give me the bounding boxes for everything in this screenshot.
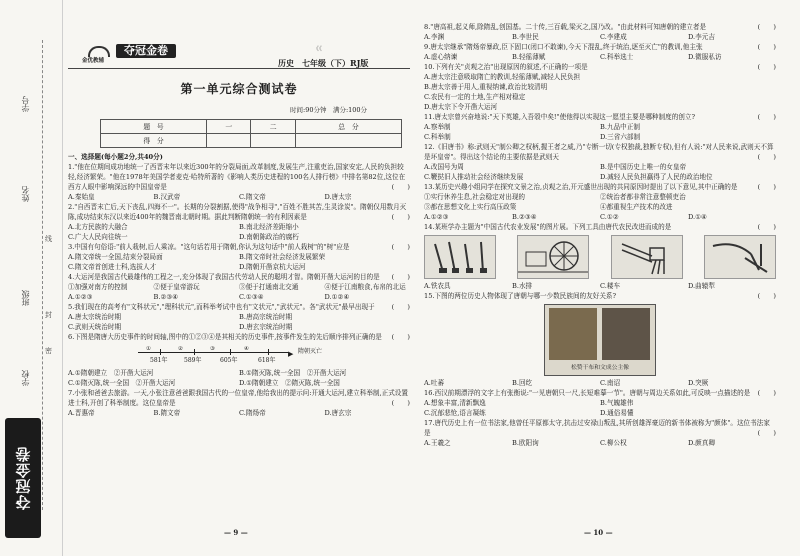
subject-label: 历史 七年级（下）RJ版 <box>278 58 369 68</box>
statement: ②统治者都非常注意整顿吏治 <box>600 193 686 201</box>
option[interactable]: C.①② <box>600 213 619 221</box>
curved-plow-image <box>704 235 776 279</box>
option[interactable]: A.北方民族的大融合 <box>68 223 128 231</box>
option[interactable]: B.李世民 <box>512 33 539 41</box>
option[interactable]: D.唐玄宗统治时期 <box>239 323 293 331</box>
question-3: 3.中国有句俗语:"前人栽树,后人乘凉。"这句话若用于隋朝,你认为这句话中"前人栽树"的"树"应是 ( ) A.隋文帝统一全国,结束分裂局面 B.隋文帝时社会经济发展繁荣 C.隋文帝首创进士科,选拔人才 D.隋朝开凿京杭大运河 <box>68 243 410 271</box>
option[interactable]: A.隋文帝统一全国,结束分裂局面 <box>68 253 163 261</box>
option[interactable]: B.回纥 <box>512 379 533 387</box>
seal-word-line: 线 <box>45 235 52 243</box>
option[interactable]: C.隋炀帝 <box>239 409 266 417</box>
question-13: 13.某历史兴趣小组同学在探究文景之治,贞观之治,开元盛世出现的共同原因时提出了以下意见,其中正确的是 ( ) ①实行休养生息,社会稳定对出现的 ②统治者都非常注意整顿吏治 ③都在思想文化上实行高压政策 ④都重视生产技术的改进 A.①②③ B.②③④ C.①② D.①④ <box>424 183 776 221</box>
option[interactable]: A.王羲之 <box>424 439 451 447</box>
option[interactable]: D.唐太宗 <box>324 193 352 201</box>
question-11: 11.唐太宗曾兴奋地说:"天下英雄,入吾彀中矣!"使他得以实现这一愿望主要是哪种制度的创立? ( ) A.察举制 B.九品中正制 C.科举制 D.三省六部制 <box>424 113 776 141</box>
question-10: 10.下列有关"贞观之治"出现原因的叙述,不正确的一项是 ( ) A.唐太宗注意吸取隋亡的教训,轻徭薄赋,减轻人民负担 B.唐太宗善于用人,重视纳谏,政治比较清明 C.农民有一定的土地,生产相对稳定 D.唐太宗下令开凿大运河 <box>424 63 776 111</box>
statement: ①实行休养生息,社会稳定对出现的 <box>424 193 526 201</box>
option[interactable]: B.汉武帝 <box>153 193 181 201</box>
option[interactable]: A.①②③ <box>68 293 93 301</box>
option[interactable]: D.减轻人民负担赢得了人民的政治地位 <box>600 173 713 181</box>
option[interactable]: C.鞭挞旧人推动社会经济继续发展 <box>424 173 524 181</box>
option[interactable]: B.是中国历史上唯一的女皇帝 <box>600 163 687 171</box>
option[interactable]: B.唐高宗统治时期 <box>239 313 293 321</box>
option[interactable]: D.隋朝开凿京杭大运河 <box>239 263 306 271</box>
option[interactable]: B.气魄雄伟 <box>600 399 634 407</box>
seal-line <box>42 40 43 510</box>
left-page <box>68 0 410 556</box>
right-questions <box>424 22 776 448</box>
score-cell[interactable] <box>207 134 251 148</box>
page-number: — 9 — <box>224 528 248 537</box>
timeline-year: 589年 <box>184 357 202 364</box>
binding-strip <box>0 0 63 556</box>
timeline-year: 605年 <box>220 357 238 364</box>
option[interactable]: D.通俗易懂 <box>600 409 634 417</box>
option[interactable]: B.唐太宗善于用人,重视纳谏,政治比较清明 <box>424 83 548 91</box>
timeline-box: ④ <box>244 346 249 352</box>
timeline-box: ② <box>178 346 183 352</box>
option[interactable]: B.九品中正制 <box>600 123 640 131</box>
option[interactable]: B.隋文帝时社会经济发展繁荣 <box>239 253 326 261</box>
question-14: 14.某班学办主题为"中国古代农业发展"的图片展。下列工具由唐代农民改进而成的是 ( ) A.铁农具 B.水排 C.耧车 D.曲辕犁 <box>424 223 776 290</box>
option[interactable]: C.科举制 <box>424 133 451 141</box>
school-label: 学校 <box>21 370 30 386</box>
brand-logo-vertical: 夺冠金卷 <box>5 418 41 538</box>
option[interactable]: D.①隋朝建立 ②隋灭陈,统一全国 <box>239 379 340 387</box>
question-2: 2."自西晋末亡后,天下丧乱,四海不一"。长期的分裂割据,使得"战争相寻","百姓不胜其苦,生灵涂炭"。隋朝仅用数月灭陈,成功结束东汉以来近400年的魏晋南北朝时期。据此判断隋朝统一的有利因素是 ( ) A.北方民族的大融合 B.南北经济差距缩小 C.广大人民向往统一 D.南朝陈政治的腐朽 <box>68 203 410 241</box>
question-4: 4.大运河是我国古代最雄伟的工程之一,充分体现了我国古代劳动人民的聪明才智。隋朝开凿大运河的目的是 ( ) ①加强对南方的控制 ②便于皇帝游玩 ③便于打通南北交通 ④便于江南粮食,布帛的北运 A.①②③ B.②③④ C.①③④ D.①②④ <box>68 273 410 301</box>
option[interactable]: B.隋文帝 <box>153 409 181 417</box>
statement: ①加强对南方的控制 <box>68 283 128 291</box>
tool-pictures <box>424 235 776 279</box>
option[interactable]: C.沉郁悲怆,语言凝练 <box>424 409 486 417</box>
option[interactable]: A.①隋朝建立 ②开凿大运河 <box>68 369 154 377</box>
section-heading: 一、选择题(每小题2分,共40分) <box>68 153 163 161</box>
option[interactable]: D.李元吉 <box>688 33 715 41</box>
left-questions <box>68 152 410 418</box>
option[interactable]: D.三省六部制 <box>600 133 641 141</box>
option[interactable]: D.①④ <box>688 213 707 221</box>
option[interactable]: C.①隋灭陈,统一全国 ②开凿大运河 <box>68 379 176 387</box>
score-table <box>100 119 402 148</box>
option[interactable]: A.李渊 <box>424 33 445 41</box>
question-1: 1."他在位期间成功地统一了西晋末年以来近300年的分裂局面,改革制度,发展生产,注重吏治,国家安定,人民的负担较轻,经济繁荣。"他在1978年美国学者麦克·哈特所著的《影响人类历史进程的100名人排行榜》中排名第82位,这位在西方人眼中影响深远的中国皇帝是 ( ) A.秦始皇 B.汉武帝 C.隋文帝 D.唐太宗 <box>68 163 410 201</box>
option[interactable]: A.唐太宗注意吸取隋亡的教训,轻徭薄赋,减轻人民负担 <box>424 73 581 81</box>
statement: ④都重视生产技术的改进 <box>600 203 673 211</box>
student-id-label: 学号 <box>21 96 30 112</box>
option[interactable]: A.想象丰富,清新飘逸 <box>424 399 486 407</box>
option[interactable]: C.南诏 <box>600 379 621 387</box>
score-cell[interactable] <box>251 134 295 148</box>
question-9: 9.唐太宗继承"隋炀帝暴政,臣下固口(闭口不敢谏),今天下混乱,终于统治,逐至灭亡"的教训,他主张 ( ) A.虚心纳谏 B.轻徭薄赋 C.科举选士 D.微服私访 <box>424 43 776 61</box>
header-mark: 《《 <box>313 46 323 53</box>
time-info: 时间:90分钟 满分:100分 <box>290 106 368 114</box>
statement: ③都在思想文化上实行高压政策 <box>424 203 517 211</box>
score-header-cell: 总 分 <box>295 120 401 134</box>
question-5: 5.我们现在的高考有"文科状元","理科状元",而科举考试中也有"文状元","武状元"。各"武状元"最早出现于 ( ) A.唐太宗统治时期 B.唐高宗统治时期 C.武则天统治时期 D.唐玄宗统治时期 <box>68 303 410 331</box>
option[interactable]: C.科举选士 <box>600 53 634 61</box>
page-header <box>68 36 410 70</box>
right-page <box>424 0 776 556</box>
page-title: 第一单元综合测试卷 <box>180 82 298 96</box>
option[interactable]: C.隋文帝 <box>239 193 266 201</box>
score-header-cell: 题 号 <box>101 120 207 134</box>
option[interactable]: C.农民有一定的土地,生产相对稳定 <box>424 93 526 101</box>
option[interactable]: B.欧阳询 <box>512 439 539 447</box>
option[interactable]: A.①②③ <box>424 213 449 221</box>
option[interactable]: B.轻徭薄赋 <box>512 53 546 61</box>
option[interactable]: B.水排 <box>512 282 533 290</box>
option[interactable]: A.唐太宗统治时期 <box>68 313 122 321</box>
option[interactable]: C.柳公权 <box>600 439 627 447</box>
portrait-caption: 松赞干布和文成公主像 <box>571 365 629 371</box>
seal-word-seal: 封 <box>45 311 52 319</box>
option[interactable]: D.唐太宗下令开凿大运河 <box>424 103 498 111</box>
option[interactable]: B.①隋灭陈,统一全国 ②开凿大运河 <box>239 369 347 377</box>
option[interactable]: D.突厥 <box>688 379 709 387</box>
timeline-caption: 隋朝灭亡 <box>298 348 323 355</box>
option[interactable]: D.唐玄宗 <box>324 409 352 417</box>
timeline-year: 618年 <box>258 357 276 364</box>
page-number: — 10 — <box>584 528 613 537</box>
question-17: 17.唐代历史上有一位书法家,他曾任平原都太守,抗击过安禄山叛乱,其所创雄浑豪迈的新书体被称为"颜体"。这位书法家是 ( ) A.王羲之 B.欧阳询 C.柳公权 D.颜真卿 <box>424 419 776 447</box>
timeline-year: 581年 <box>150 357 168 364</box>
statement: ③便于打通南北交通 <box>239 283 299 291</box>
timeline-figure: ▶ ① ② ③ ④ 581年 589年 605年 618年 隋朝灭亡 <box>138 344 338 368</box>
option[interactable]: D.曲辕犁 <box>688 282 715 290</box>
option[interactable]: A.察举制 <box>424 123 451 131</box>
seal-word-secret: 密 <box>45 347 52 355</box>
option[interactable]: C.广大人民向往统一 <box>68 233 128 241</box>
option[interactable]: D.南朝陈政治的腐朽 <box>239 233 299 241</box>
option[interactable]: A.秦始皇 <box>68 193 95 201</box>
name-label: 姓名 <box>21 186 30 202</box>
publisher-logo: 金优教辅 <box>82 46 112 64</box>
score-header-cell: 一 <box>207 120 251 134</box>
option[interactable]: B.②③④ <box>153 293 179 301</box>
option[interactable]: C.耧车 <box>600 282 621 290</box>
timeline-box: ③ <box>210 346 215 352</box>
statement: ④便于江南粮食,布帛的北运 <box>324 283 406 291</box>
option[interactable]: D.①②④ <box>324 293 350 301</box>
question-12: 12.《旧唐书》称:武则天"制公卿之权柄,握王者之威,乃"专断一切(专权独裁,独断专权),但有人说:"对人民来说,武则天不算是坏皇帝"。得出这个结论的主要依据是武则天 ( ) A.改国号为周 B.是中国历史上唯一的女皇帝 C.鞭挞旧人推动社会经济继续发展 D.减轻人民负担赢得了人民的政治地位 <box>424 143 776 181</box>
option[interactable]: C.李建成 <box>600 33 627 41</box>
score-row-label: 得 分 <box>101 134 207 148</box>
question-7: 7.小张和爸爸去旅游。一天,小张注意爸爸跟我国古代的一位皇帝,他给我出的提示问:开通大运河,建立科举制,正式设置进士科,开创了科举制度。这位皇帝是 ( ) A.晋惠帝 B.隋文帝 C.隋炀帝 D.唐玄宗 <box>68 389 410 417</box>
score-header-cell: 二 <box>251 120 295 134</box>
iron-tools-image <box>424 235 496 279</box>
option[interactable]: D.颜真卿 <box>688 439 715 447</box>
portrait-image <box>544 304 656 376</box>
question-15: 15.下图的两位历史人物体现了唐朝与哪一少数民族间的友好关系? ( ) 松赞干布和文成公主像 A.吐蕃 B.回纥 C.南诏 D.突厥 <box>424 292 776 387</box>
option[interactable]: C.隋文帝首创进士科,选拔人才 <box>68 263 157 271</box>
option[interactable]: C.武则天统治时期 <box>68 323 122 331</box>
water-bellows-image <box>517 235 589 279</box>
statement: ②便于皇帝游玩 <box>153 283 200 291</box>
question-6: 6.下图是隋唐大历史事件的时间轴,图中的①②③④是其相关的历史事件,按事件发生的先后顺序排列正确的是 ( ) ▶ ① ② ③ ④ 581年 589年 605年 618年 隋朝灭亡 A.①隋朝建立 ②开凿大运河 B.①隋灭陈,统一全国 ②开凿大运河 C.①隋灭陈,统一全国 ②开凿大运河 D.①隋朝建立 ②隋灭陈,统一全国 <box>68 333 410 387</box>
score-cell[interactable] <box>295 134 401 148</box>
option[interactable]: A.虚心纳谏 <box>424 53 458 61</box>
question-16: 16.西汉前期漂浮的文字上有张衡说:"一见唐朝只一尺,长短难摹一节"。唐朝与周边关系如此,可反映一点描述的是 ( ) A.想象丰富,清新飘逸 B.气魄雄伟 C.沉郁悲怆,语言凝练 D.通俗易懂 <box>424 389 776 417</box>
option[interactable]: A.晋惠帝 <box>68 409 95 417</box>
option[interactable]: D.微服私访 <box>688 53 722 61</box>
option[interactable]: B.南北经济差距缩小 <box>239 223 299 231</box>
option[interactable]: A.改国号为周 <box>424 163 464 171</box>
option[interactable]: A.铁农具 <box>424 282 451 290</box>
option[interactable]: B.②③④ <box>512 213 537 221</box>
brand-logo: 夺冠金卷 <box>116 44 176 58</box>
option[interactable]: A.吐蕃 <box>424 379 445 387</box>
option[interactable]: C.①③④ <box>239 293 264 301</box>
timeline-box: ① <box>146 346 151 352</box>
seed-drill-image <box>611 235 683 279</box>
class-label: 班级 <box>21 290 30 306</box>
question-8: 8."唐高祖,起义师,除隋乱,创国基。二十传,三百载,梁灭之,国乃改。"由此材料可知唐朝的建立者是 ( ) A.李渊 B.李世民 C.李建成 D.李元吉 <box>424 23 776 41</box>
